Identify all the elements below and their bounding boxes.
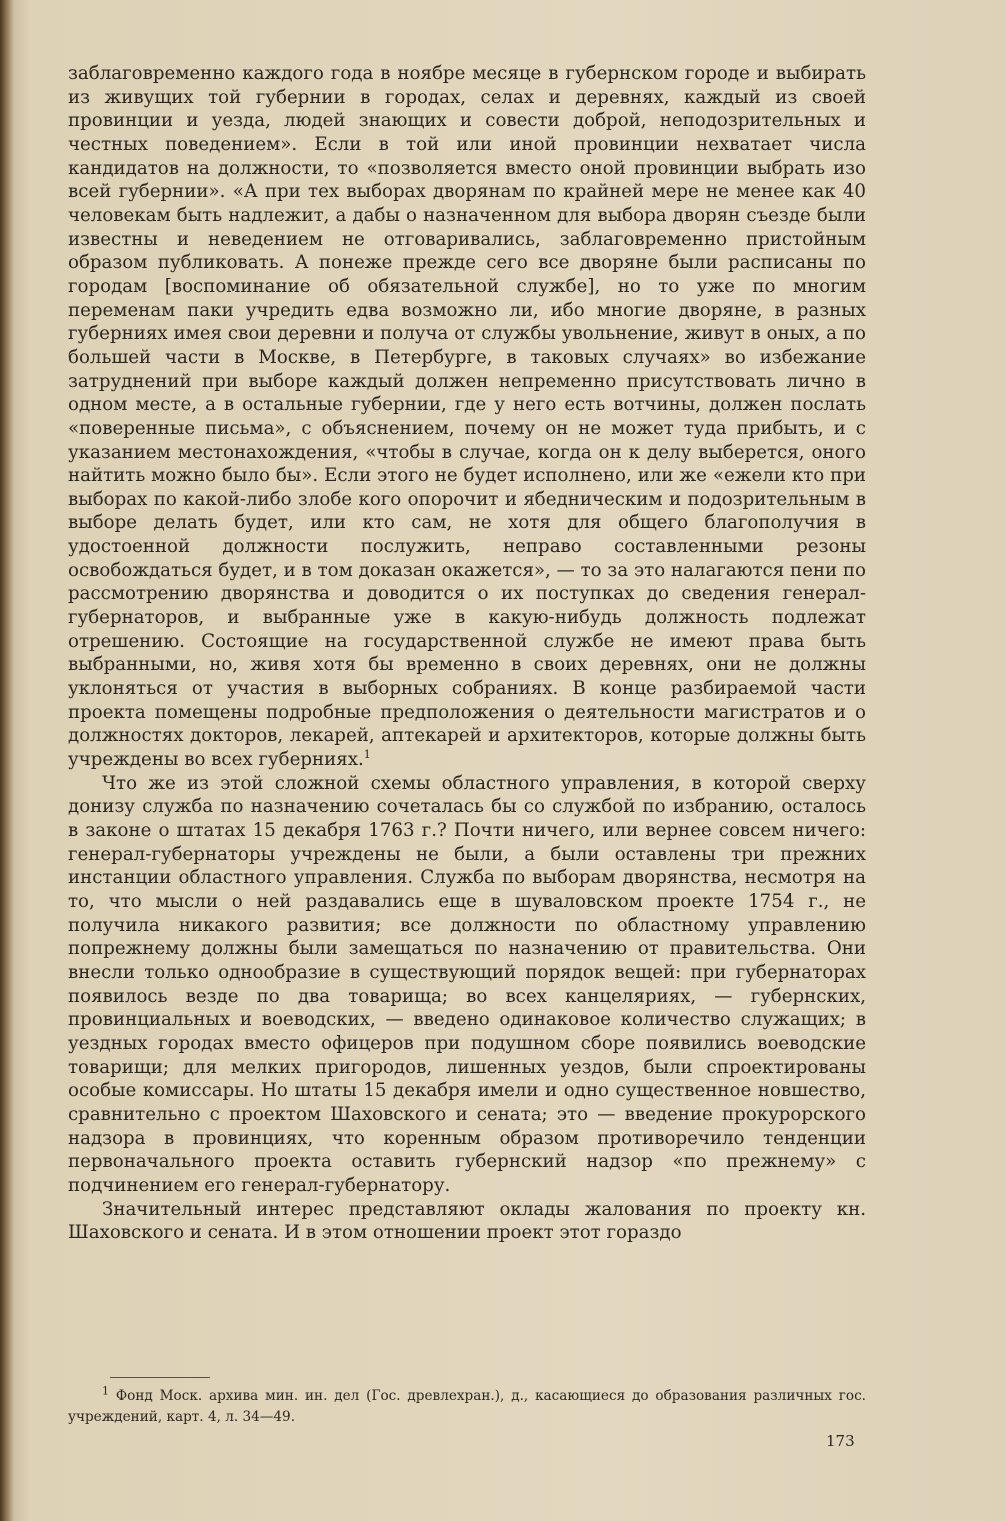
paragraph-3-text: Значительный интерес представляют оклады жалования по проекту кн. Шаховского и сената. И в этом отношении проект этот гораздо <box>68 1198 866 1244</box>
paragraph-1 <box>68 62 866 772</box>
page-number: 173 <box>826 1432 855 1450</box>
footnote-divider <box>110 1377 210 1378</box>
footnote-mark: 1 <box>102 1384 109 1398</box>
main-text <box>68 62 866 1245</box>
paragraph-2-text: Что же из этой сложной схемы областного управления, в которой сверху донизу служба по назначению сочеталась бы со службой по избранию, осталось в законе о штатах 15 декабря 1763 г.? Почти ничего, или вернее совсем ничего: генерал-губернаторы учреждены не были, а были оставлены три прежних инстанции областного управления. Служба по выборам дворянства, несмотря на то, что мысли о ней раздавались еще в шуваловском проекте 1754 г., не получила никакого развития; все должности по областному управлению попрежнему должны были замещаться по назначению от правительства. Они внесли только однообразие в существующий порядок вещей: при губернаторах появилось везде по два товарища; во всех канцеляриях, — губернских, провинциальных и воеводских, — введено одинаковое количество служащих; в уездных городах вместо офицеров при подушном сборе появились воеводские товарищи; для мелких пригородов, лишенных уездов, были спроектированы особые комиссары. Но штаты 15 декабря имели и одно существенное новшество, сравнительно с проектом Шаховского и сената; это — введение прокурорского надзора в провинциях, что коренным образом противоречило тенденции первоначального проекта оставить губернский надзор «по прежнему» с подчинением его генерал-губернатору. <box>68 772 866 1196</box>
footnote-reference: 1 <box>363 747 371 761</box>
paragraph-2 <box>68 772 866 1198</box>
paragraph-3 <box>68 1198 866 1245</box>
paragraph-1-text: заблаговременно каждого года в ноябре месяце в губернском городе и выбирать из живущих той губернии в городах, селах и деревнях, каждый из своей провинции и уезда, людей знающих и совести доброй, неподозрительных и честных поведением». Если в той или иной провинции нехватает числа кандидатов на должности, то «позволяется вместо оной провинции выбрать изо всей губернии». «А при тех выборах дворянам по крайней мере не менее как 40 человекам быть надлежит, а дабы о назначенном для выбора дворян съезде были известны и неведением не отговаривались, заблаговременно пристойным образом публиковать. А понеже прежде сего все дворяне были расписаны по городам [воспоминание об обязательной службе], но то уже по многим переменам паки учредить едва возможно ли, ибо многие дворяне, в разных губерниях имея свои деревни и получа от службы увольнение, живут в оных, а по большей части в Москве, в Петербурге, в таковых случаях» во избежание затруднений при выборе каждый должен непременно присутствовать лично в одном месте, а в остальные губернии, где у него есть вотчины, должен послать «поверенные письма», с объяснением, почему он не может туда прибыть, и с указанием местонахождения, «чтобы в случае, когда он к делу выберется, оного найтить можно было бы». Если этого не будет исполнено, или же «ежели кто при выборах по какой-либо злобе кого опорочит и ябедническим и подозрительным в выборе делать будет, или кто сам, не хотя для общего благополучия в удостоенной должности послужить, неправо составленными резоны освобождаться будет, и в том доказан окажется», — то за это налагаются пени по рассмотрению дворянства и доводится о их поступках до сведения генерал-губернаторов, и выбранные уже в какую-нибудь должность подлежат отрешению. Состоящие на государственной службе не имеют права быть выбранными, но, живя хотя бы временно в своих деревнях, они не должны уклоняться от участия в выборных собраниях. В конце разбираемой части проекта помещены подробные предположения о деятельности магистратов и о должностях докторов, лекарей, аптекарей и архитекторов, которые должны быть учреждены во всех губерниях. <box>68 63 866 771</box>
footnote <box>68 1386 866 1428</box>
footnote-text: Фонд Моск. архива мин. ин. дел (Гос. древлехран.), д., касающиеся до образования различных гос. учреждений, карт. 4, л. 34—49. <box>68 1388 867 1425</box>
